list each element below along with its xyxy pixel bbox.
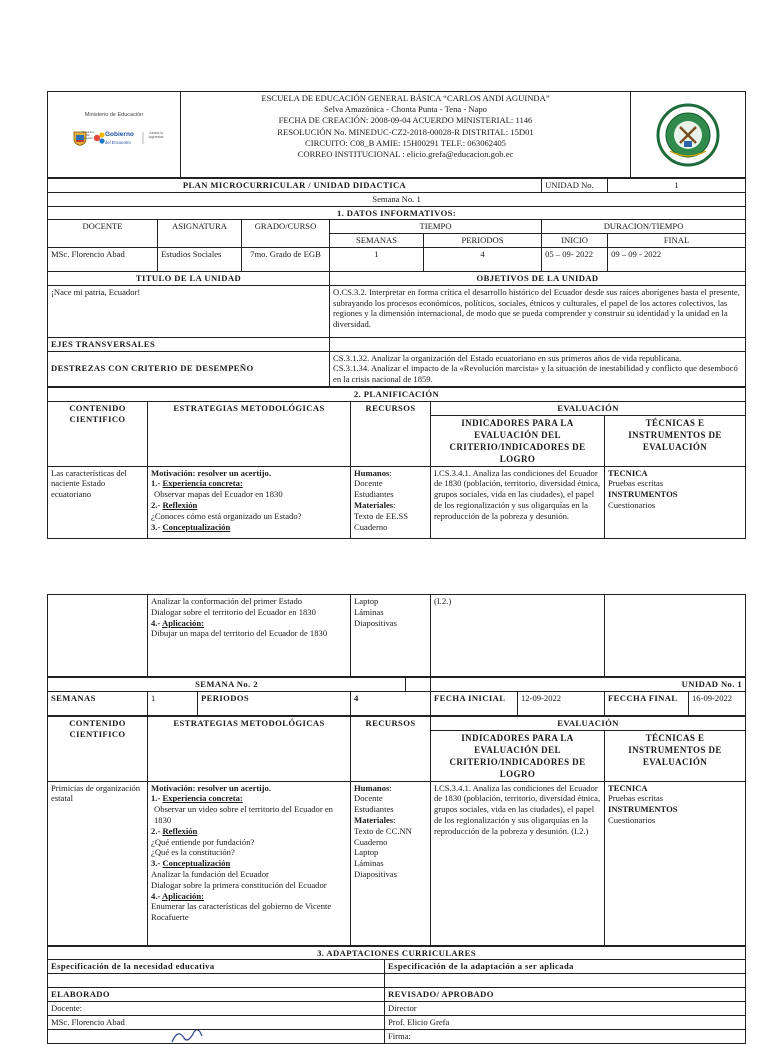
week2-ref-text-1: ¿Qué entiende por fundación?	[151, 836, 255, 847]
week1-ref-num: 2.-	[151, 499, 163, 510]
week2-apl-label: Aplicación:	[161, 890, 204, 901]
school-name: ESCUELA DE EDUCACIÓN GENERAL BÁSICA “CARLOS ANDI AGUINDA”	[261, 93, 550, 103]
unidad-2-header: UNIDAD No. 1	[431, 678, 746, 692]
week2-rec-diapositivas: Diapositivas	[354, 868, 397, 879]
republic-label: República del Ecuador	[82, 130, 94, 140]
week1-recursos: Humanos: Docente Estudiantes Materiales: Texto de EE.SS Cuaderno	[351, 466, 431, 538]
week2-rec-estudiantes: Estudiantes	[354, 804, 394, 815]
week2-rec-cuaderno: Cuaderno	[354, 836, 388, 847]
week1-estrategias	[148, 466, 351, 538]
week2-rec-materiales: Materiales	[354, 814, 394, 825]
week1-instrumentos-header: INSTRUMENTOS	[608, 489, 678, 500]
unidad-value: 1	[608, 179, 746, 193]
school-circuit: CIRCUITO: C08_B AMIE: 15H00291 TELF.: 063062405	[305, 137, 506, 148]
week2-ref-num: 2.-	[151, 825, 163, 836]
ministry-logo	[59, 100, 169, 170]
tecnicas-header: TÉCNICAS E INSTRUMENTOS DE EVALUACIÓN	[605, 415, 746, 466]
adaptacion-value	[385, 974, 746, 988]
semana-2-header-table	[47, 677, 746, 716]
week1-apl-num: 4.-	[151, 617, 162, 628]
destrezas-header: DESTREZAS CON CRITERIO DE DESEMPEÑO	[48, 351, 330, 386]
week1-rec-diapositivas: Diapositivas	[354, 617, 397, 628]
week2-tecnica: Pruebas escritas	[608, 793, 664, 804]
week1-apl-label: Aplicación:	[161, 617, 204, 628]
gob-sublabel: del Encuentro	[105, 139, 131, 145]
director-name: Prof. Elicio Grefa	[385, 1015, 746, 1029]
recursos-header: RECURSOS	[351, 401, 431, 466]
inicio-header: INICIO	[542, 234, 608, 248]
week2-contenido-header: CONTENIDO CIENTIFICO	[48, 716, 148, 781]
objetivos-header: OBJETIVOS DE LA UNIDAD	[330, 271, 746, 285]
week2-con-num: 3.-	[151, 858, 163, 869]
week2-ref-label: Reflexión	[162, 825, 198, 836]
week2-semanas-header: SEMANAS	[48, 691, 148, 715]
ministry-label: Ministerio de Educación	[84, 111, 144, 118]
week2-rec-laptop: Laptop	[354, 847, 379, 858]
asignatura-header: ASIGNATURA	[158, 220, 242, 248]
header-table	[47, 91, 746, 178]
week2-fecha-final-header: FECCHA FINAL	[605, 691, 689, 715]
grado-value: 7mo. Grado de EGB	[242, 247, 330, 271]
week2-con-label: Conceptualización	[162, 858, 231, 869]
school-email: CORREO INSTITUCIONAL : elicio.grefa@educacion.gob.ec	[297, 149, 514, 160]
week1-exp-label: Experiencia concreta:	[162, 478, 243, 489]
final-header: FINAL	[608, 234, 746, 248]
necesidad-value	[48, 974, 385, 988]
week1-rec-docente: Docente	[354, 478, 383, 489]
week2-evaluacion-header: EVALUACIÓN	[431, 716, 746, 730]
grado-header: GRADO/CURSO	[242, 220, 330, 248]
docente-value: MSc. Florencio Abad	[48, 247, 158, 271]
week1-ref-text: ¿Conoces cómo está organizado un Estado?	[151, 510, 302, 521]
week1-rec-texto: Texto de EE.SS	[354, 510, 409, 521]
week2-rec-texto: Texto de CC.NN	[354, 825, 412, 836]
school-logo-cell	[631, 92, 746, 178]
inicio-value: 05 – 09- 2022	[542, 247, 608, 271]
week1-ref-label: Reflexión	[162, 499, 198, 510]
week1-tecnicas	[605, 466, 746, 538]
week2-motivacion: Motivación: resolver un acertijo.	[151, 782, 271, 793]
week1-con-text-1: Analizar la conformación del primer Estado	[151, 596, 303, 606]
plan-table-1	[47, 178, 746, 387]
week2-estrategias	[148, 781, 351, 945]
week2-apl-num: 4.-	[151, 890, 162, 901]
adaptacion-header: Especificación de la adaptación a ser aplicada	[385, 960, 746, 974]
plan-sheet-page-2	[47, 594, 745, 1044]
week1-rec-humanos: Humanos	[354, 467, 390, 478]
week2-exp-text: Observar un video sobre el territorio del Ecuador en 1830	[154, 804, 333, 825]
week1-indicador-cont: (I.2.)	[431, 595, 605, 677]
week1-rec-cuaderno: Cuaderno	[354, 521, 388, 532]
week1-rec-estudiantes: Estudiantes	[354, 489, 394, 500]
week2-instrumento: Cuestionarios	[608, 814, 656, 825]
week1-continuation-table	[47, 594, 746, 677]
docente-name: MSc. Florencio Abad	[48, 1015, 385, 1029]
week2-exp-num: 1.-	[151, 793, 163, 804]
week1-indicador: I.CS.3.4.1. Analiza las condiciones del Ecuador de 1830 (población, territorio, diversidad étnica, grupos sociales, vida en las ciudades), el papel de los regionalización y sus oligarquías en la reproducción de la pobreza y desunión.	[431, 466, 605, 538]
adaptaciones-title: 3. ADAPTACIONES CURRICULARES	[48, 946, 746, 960]
semana-2-header: SEMANA No. 2	[48, 678, 406, 692]
week2-estrategias-header: ESTRATEGIAS METODOLÓGICAS	[148, 716, 351, 781]
week1-con-text-2: Dialogar sobre el territorio del Ecuador en 1830	[151, 606, 316, 617]
week1-exp-text: Observar mapas del Ecuador en 1830	[154, 489, 283, 500]
unidad-label: UNIDAD No.	[542, 179, 608, 193]
week2-indicador: I.CS.3.4.1. Analiza las condiciones del Ecuador de 1830 (población, territorio, diversidad étnica, grupos sociales, vida en las ciudades), el papel de los regionalización y sus oligarquías en la reproducción de la pobreza y desunión. (I.2.)	[431, 781, 605, 945]
week2-rec-docente: Docente	[354, 793, 383, 804]
planificacion-table-1	[47, 387, 746, 539]
titulo-unidad-header: TITULO DE LA UNIDAD	[48, 271, 330, 285]
week2-periodos-header: PERIODOS	[198, 691, 351, 715]
week1-rec-materiales: Materiales	[354, 499, 394, 510]
week1-exp-num: 1.-	[151, 478, 163, 489]
school-resolution: RESOLUCIÓN No. MINEDUC-CZ2-2018-00028-R DISTRITAL: 15D01	[277, 126, 534, 137]
school-creation: FECHA DE CREACIÓN: 2008-09-04 ACUERDO MINISTERIAL: 1146	[278, 115, 533, 126]
evaluacion-header: EVALUACIÓN	[431, 401, 746, 415]
tiempo-header: TIEMPO	[330, 220, 542, 234]
week1-con-label: Conceptualización	[162, 521, 231, 532]
week1-recursos-cont	[351, 595, 431, 677]
asignatura-value: Estudios Sociales	[158, 247, 242, 271]
duracion-header: DURACION/TIEMPO	[542, 220, 746, 234]
ministry-logo-cell	[48, 92, 181, 178]
week2-tecnica-header: TECNICA	[608, 782, 648, 793]
week1-rec-laminas: Láminas	[354, 606, 384, 617]
week2-indicadores-header: INDICADORES PARA LA EVALUACIÓN DEL CRITERIO/INDICADORES DE LOGRO	[431, 730, 605, 781]
elaborado-header: ELABORADO	[48, 988, 385, 1002]
adaptaciones-table	[47, 946, 746, 1044]
week1-rec-laptop: Laptop	[354, 596, 379, 606]
week2-contenido: Primicias de organización estatal	[48, 781, 148, 945]
destreza-1: CS.3.1.32. Analizar la organización del Estado ecuatoriano en sus primeros años de vida republicana.	[333, 352, 682, 363]
week1-motivacion: Motivación: resolver un acertijo.	[151, 467, 271, 478]
week2-con-text-1: Analizar la fundación del Ecuador	[151, 868, 269, 879]
week2-rec-laminas: Láminas	[354, 858, 384, 869]
semanas-value: 1	[330, 247, 424, 271]
plan-title: PLAN MICROCURRICULAR / UNIDAD DIDACTICA	[48, 179, 542, 193]
firma-label: Firma:	[385, 1029, 746, 1043]
datos-informativos-title: 1. DATOS INFORMATIVOS:	[48, 206, 746, 220]
semana-label: Semana No. 1	[48, 192, 746, 206]
school-info	[181, 92, 631, 178]
necesidad-header: Especificación de la necesidad educativa	[48, 960, 385, 974]
week1-tecnica: Pruebas escritas	[608, 478, 664, 489]
docente-label: Docente:	[48, 1001, 385, 1015]
school-location: Selva Amazónica - Chonta Punta - Tena - Napo	[324, 104, 487, 115]
week2-instrumentos-header: INSTRUMENTOS	[608, 804, 678, 815]
week2-rec-humanos: Humanos	[354, 782, 390, 793]
week2-tecnicas-header: TÉCNICAS E INSTRUMENTOS DE EVALUACIÓN	[605, 730, 746, 781]
week1-contenido-cont	[48, 595, 148, 677]
estrategias-header: ESTRATEGIAS METODOLÓGICAS	[148, 401, 351, 466]
signature-icon	[168, 1029, 218, 1043]
week2-ref-text-2: ¿Qué es la constitución?	[151, 847, 235, 858]
final-value: 09 – 09 - 2022	[608, 247, 746, 271]
indicadores-header: INDICADORES PARA LA EVALUACIÓN DEL CRITERIO/INDICADORES DE LOGRO	[431, 415, 605, 466]
planificacion-table-2	[47, 716, 746, 946]
week2-semanas-value: 1	[148, 691, 198, 715]
week1-contenido: Las características del naciente Estado ecuatoriano	[48, 466, 148, 538]
plan-sheet-page-1	[47, 91, 745, 539]
docente-header: DOCENTE	[48, 220, 158, 248]
week2-fecha-inicial-header: FECHA INICIAL	[431, 691, 518, 715]
docente-signature-cell	[48, 1029, 385, 1043]
planificacion-title: 2. PLANIFICACIÓN	[48, 387, 746, 401]
week1-apl-text: Dibujar un mapa del territorio del Ecuador de 1830	[151, 628, 328, 639]
week1-tecnicas-cont	[605, 595, 746, 677]
ejes-transversales-header: EJES TRANSVERSALES	[48, 337, 330, 351]
gob-side-label: Juntos lo logramos	[148, 130, 164, 139]
week1-tecnica-header: TECNICA	[608, 467, 648, 478]
week2-tecnicas	[605, 781, 746, 945]
school-seal-icon	[656, 103, 720, 167]
week2-recursos-header: RECURSOS	[351, 716, 431, 781]
titulo-unidad-value: ¡Nace mi patria, Ecuador!	[48, 285, 330, 337]
week2-fecha-inicial-value: 12-09-2022	[518, 691, 605, 715]
week2-fecha-final-value: 16-09-2022	[689, 691, 746, 715]
week2-periodos-value: 4	[351, 691, 431, 715]
director-label: Director	[385, 1001, 746, 1015]
objetivo-value: O.CS.3.2. Interpretar en forma crítica el desarrollo histórico del Ecuador desde sus raíces aborígenes hasta el presente, subrayando los procesos económicos, políticos, sociales, étnicos y culturales, el papel de los actores colectivos, las regiones y la dimensión internacional, de modo que se pueda comprender y construir su identidad y la unidad en la diversidad.	[330, 285, 746, 337]
ejes-transversales-value	[330, 337, 746, 351]
week2-con-text-2: Dialogar sobre la primera constitución del Ecuador	[151, 879, 327, 890]
destreza-2: CS.3.1.34. Analizar el impacto de la «Revolución marcista» y la situación de inestabilidad y conflicto que desembocó en la crisis nacional de 1859.	[333, 363, 738, 385]
week1-con-num: 3.-	[151, 521, 163, 532]
periodos-header: PERIODOS	[424, 234, 542, 248]
contenido-header: CONTENIDO CIENTIFICO	[48, 401, 148, 466]
week1-instrumento: Cuestionarios	[608, 499, 656, 510]
week2-recursos: Humanos: Docente Estudiantes Materiales: Texto de CC.NN Cuaderno Laptop Láminas Diapositivas	[351, 781, 431, 945]
semanas-header: SEMANAS	[330, 234, 424, 248]
gob-label: Gobierno	[105, 130, 134, 138]
week1-estrategias-cont	[148, 595, 351, 677]
destrezas-value	[330, 351, 746, 386]
week2-exp-label: Experiencia concreta:	[162, 793, 243, 804]
week2-apl-text: Enumerar las características del gobierno de Vicente Rocafuerte	[151, 901, 332, 923]
revisado-header: REVISADO/ APROBADO	[385, 988, 746, 1002]
periodos-value: 4	[424, 247, 542, 271]
